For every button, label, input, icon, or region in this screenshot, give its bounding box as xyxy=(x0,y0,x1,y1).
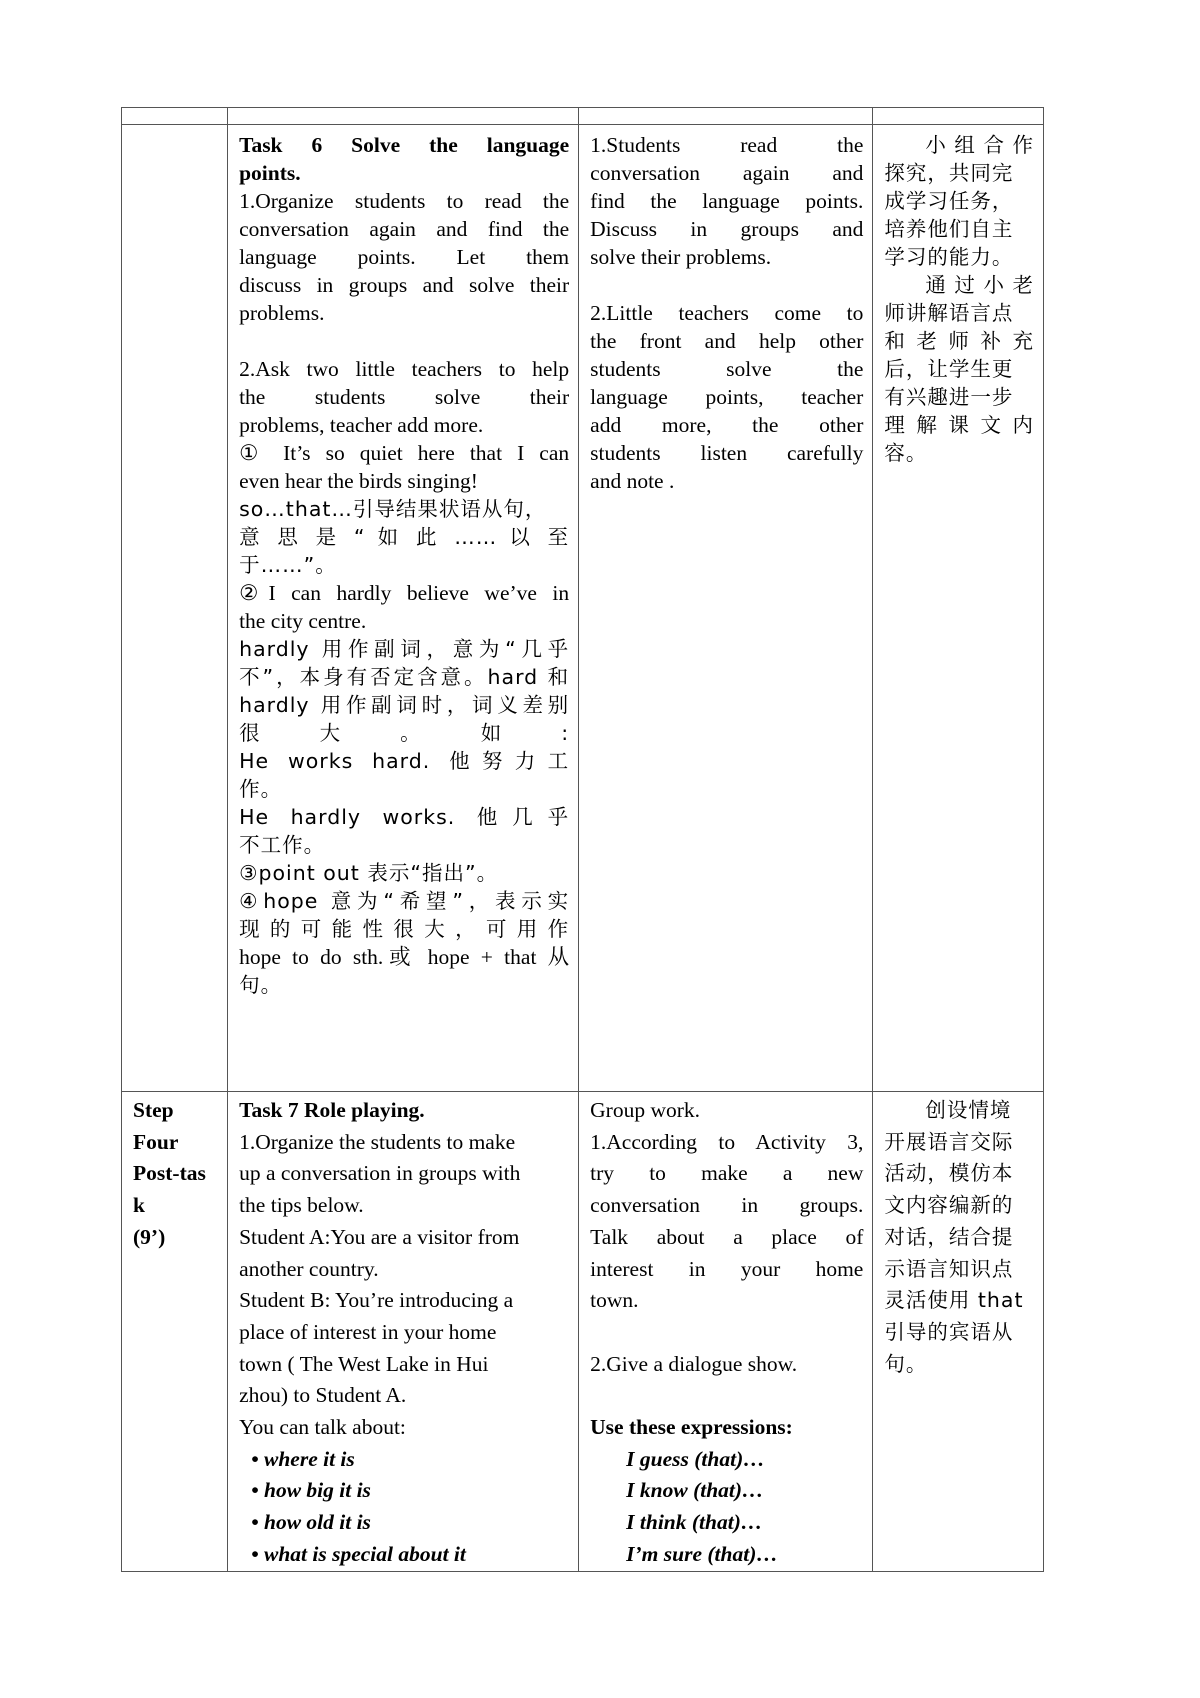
text-line: so…that…引导结果状语从句， xyxy=(239,497,547,521)
text-line: ④hope 意为“希望”，表示实 xyxy=(239,889,570,913)
text-line: hardly 用作副词，意为“几乎 xyxy=(239,637,570,661)
text-line: zhou) to Student A. xyxy=(239,1383,407,1408)
text-line: 句。 xyxy=(239,973,283,997)
text-line: 开展语言交际 xyxy=(884,1129,1014,1154)
text-line: problems. xyxy=(239,301,325,325)
text-line: the front and help other xyxy=(590,329,864,353)
step-label: Four xyxy=(133,1129,179,1154)
step-label: Post-tas xyxy=(133,1161,206,1186)
text-line: 通过小老 xyxy=(925,273,1034,297)
text-line: 1.Organize the students to make xyxy=(239,1129,516,1154)
text-line: even hear the birds singing! xyxy=(239,469,478,493)
text-line: town ( The West Lake in Hui xyxy=(239,1351,489,1376)
expression-item: I guess (that)… xyxy=(626,1446,765,1471)
text-line: 1.According to Activity 3, xyxy=(590,1129,864,1154)
text-line: ③point out 表示“指出”。 xyxy=(239,861,499,885)
table-top-row xyxy=(122,108,1044,125)
text-line: ②I can hardly believe we’ve in xyxy=(239,581,570,605)
lesson-plan-table xyxy=(121,107,1044,1572)
text-line: up a conversation in groups with xyxy=(239,1161,521,1186)
text-line: place of interest in your home xyxy=(239,1319,497,1344)
task6-teacher-activity xyxy=(228,125,579,1092)
text-line: discuss in groups and solve their xyxy=(239,273,570,297)
text-line: 2.Ask two little teachers to help xyxy=(239,357,570,381)
text-line: 创设情境 xyxy=(925,1098,1012,1122)
text-line: He works hard. 他努力工 xyxy=(239,749,570,773)
text-line: 理解课文内 xyxy=(884,413,1034,437)
text-line: Student A:You are a visitor from xyxy=(239,1224,520,1249)
text-line: problems, teacher add more. xyxy=(239,413,484,437)
expression-item: I’m sure (that)… xyxy=(626,1541,778,1566)
text-line: language points, teacher xyxy=(590,385,864,409)
bullet-item: • how old it is xyxy=(251,1510,371,1535)
task6-row xyxy=(122,125,1044,1092)
text-line: add more, the other xyxy=(590,413,864,437)
text-line: conversation in groups. xyxy=(590,1193,864,1218)
text-line: 师讲解语言点 xyxy=(884,301,1014,325)
text-line: 现的可能性很大，可用作 xyxy=(239,917,570,941)
text-line: conversation again and find the xyxy=(239,217,570,241)
text-line: 1.Students read the xyxy=(590,133,864,157)
text-line: 1.Organize students to read the xyxy=(239,189,570,213)
text-line: hope to do sth.或 hope + that 从 xyxy=(239,945,570,969)
text-line: 文内容编新的 xyxy=(884,1193,1014,1218)
text-line: He hardly works. 他几乎 xyxy=(239,805,570,829)
text-line: 成学习任务， xyxy=(884,189,1014,213)
text-line: find the language points. xyxy=(590,189,864,213)
text-line: the tips below. xyxy=(239,1193,364,1218)
text-line: 句。 xyxy=(884,1351,928,1376)
text-line: 培养他们自主 xyxy=(884,217,1014,241)
cell xyxy=(122,108,228,125)
text-line: hardly 用作副词时，词义差别 xyxy=(239,693,570,717)
text-line: 活动，模仿本 xyxy=(884,1161,1014,1186)
task6-purpose xyxy=(873,125,1044,1092)
task7-student-activity xyxy=(579,1092,873,1572)
text-line: 2.Little teachers come to xyxy=(590,301,864,325)
step-label: Step xyxy=(133,1098,174,1122)
text-line: 引导的宾语从 xyxy=(884,1319,1014,1344)
task7-teacher-activity xyxy=(228,1092,579,1572)
text-line: another country. xyxy=(239,1256,379,1281)
step-label: k xyxy=(133,1193,145,1218)
step-cell xyxy=(122,1092,228,1572)
step-time: (9’) xyxy=(133,1224,166,1249)
expression-item: I think (that)… xyxy=(626,1510,763,1535)
text-line: town. xyxy=(590,1288,639,1313)
text-line: 2.Give a dialogue show. xyxy=(590,1351,798,1376)
text-line: 探究，共同完 xyxy=(884,161,1014,185)
step-cell-empty xyxy=(122,125,228,1092)
text-line: ① It’s so quiet here that I can xyxy=(239,441,570,465)
text-line: the students solve their xyxy=(239,385,570,409)
text-line: 小组合作 xyxy=(925,133,1034,157)
text-line: the city centre. xyxy=(239,609,367,633)
cell xyxy=(228,108,579,125)
text-line: 和老师补充 xyxy=(884,329,1034,353)
text-line: Discuss in groups and xyxy=(590,217,864,241)
text-line: students solve the xyxy=(590,357,864,381)
bullet-item: • how big it is xyxy=(251,1478,371,1503)
text-line: You can talk about: xyxy=(239,1415,406,1440)
text-line: 学习的能力。 xyxy=(884,245,1014,269)
text-line: 对话，结合提 xyxy=(884,1224,1014,1249)
text-line: try to make a new xyxy=(590,1161,864,1186)
text-line: conversation again and xyxy=(590,161,864,185)
task6-student-activity xyxy=(579,125,873,1092)
task7-row xyxy=(122,1092,1044,1572)
bullet-item: • what is special about it xyxy=(251,1541,466,1566)
expressions-title: Use these expressions: xyxy=(590,1415,793,1439)
text-line: 容。 xyxy=(884,441,928,465)
text-line: 后，让学生更 xyxy=(884,357,1014,381)
text-line: 有兴趣进一步 xyxy=(884,385,1014,409)
text-line: Talk about a place of xyxy=(590,1224,864,1249)
task6-title-line: points. xyxy=(239,161,301,185)
text-line: Student B: You’re introducing a xyxy=(239,1288,514,1313)
text-line: 灵活使用 that xyxy=(884,1288,1024,1313)
task7-title: Task 7 Role playing. xyxy=(239,1098,425,1122)
task7-purpose xyxy=(873,1092,1044,1572)
text-line: interest in your home xyxy=(590,1256,864,1281)
text-line: Group work. xyxy=(590,1098,701,1122)
text-line: students listen carefully xyxy=(590,441,864,465)
expression-item: I know (that)… xyxy=(626,1478,764,1503)
cell xyxy=(873,108,1044,125)
text-line: 很 大 。 如 : xyxy=(239,721,570,745)
text-line: language points. Let them xyxy=(239,245,570,269)
text-line: 不”，本身有否定含意。hard 和 xyxy=(239,665,570,689)
bullet-item: • where it is xyxy=(251,1446,355,1471)
text-line: 于……”。 xyxy=(239,553,337,577)
text-line: 作。 xyxy=(239,777,283,801)
cell xyxy=(579,108,873,125)
task6-title-line: Task 6 Solve the language xyxy=(239,133,570,157)
text-line: and note . xyxy=(590,469,675,493)
text-line: 意 思 是 “ 如 此 …… 以 至 xyxy=(239,525,570,549)
text-line: solve their problems. xyxy=(590,245,772,269)
text-line: 示语言知识点 xyxy=(884,1256,1014,1281)
text-line: 不工作。 xyxy=(239,833,326,857)
